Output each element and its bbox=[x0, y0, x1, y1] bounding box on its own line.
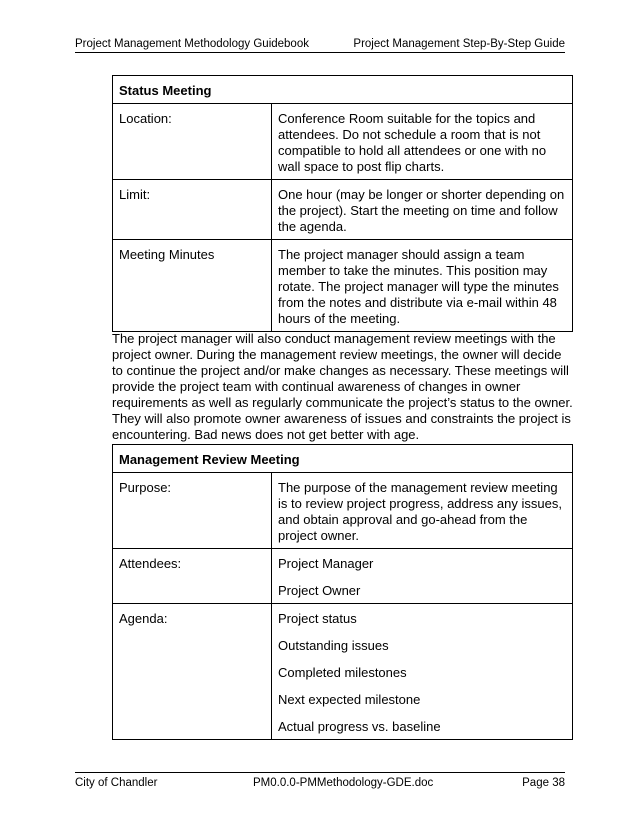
footer-left-text: City of Chandler bbox=[75, 777, 158, 789]
limit-value: One hour (may be longer or shorter depending on the project). Start the meeting on time and follow the agenda. bbox=[272, 180, 573, 240]
table-row bbox=[113, 473, 573, 549]
body-paragraph: The project manager will also conduct management review meetings with the project owner. During the management review meetings, the owner will decide to continue the project and/or make changes as necessary. These meetings will provide the project team with continual awareness of changes in owner requirements as well as regularly communicate the project’s status to the owner. They will also promote owner awareness of issues and constraints the project is encountering. Bad news does not get better with age. bbox=[112, 331, 573, 442]
purpose-label: Purpose: bbox=[113, 473, 272, 549]
management-review-title: Management Review Meeting bbox=[113, 445, 573, 473]
header-right-text: Project Management Step-By-Step Guide bbox=[353, 38, 565, 50]
management-review-table bbox=[112, 444, 573, 740]
table-row bbox=[113, 180, 573, 240]
list-item: Next expected milestone bbox=[278, 692, 421, 707]
header-left-text: Project Management Methodology Guidebook bbox=[75, 38, 309, 50]
attendees-label: Attendees: bbox=[113, 549, 272, 604]
list-item: Actual progress vs. baseline bbox=[278, 719, 441, 734]
agenda-label: Agenda: bbox=[113, 604, 272, 740]
table-row bbox=[113, 104, 573, 180]
location-label: Location: bbox=[113, 104, 272, 180]
page-header bbox=[75, 38, 565, 53]
footer-page-number: Page 38 bbox=[522, 777, 565, 789]
list-item: Project Manager bbox=[278, 556, 374, 571]
agenda-list bbox=[272, 604, 573, 740]
table-row bbox=[113, 604, 573, 740]
list-item: Project status bbox=[278, 611, 357, 626]
status-meeting-table bbox=[112, 75, 573, 332]
list-item: Outstanding issues bbox=[278, 638, 389, 653]
status-meeting-title: Status Meeting bbox=[113, 76, 573, 104]
list-item: Completed milestones bbox=[278, 665, 407, 680]
table-row bbox=[113, 549, 573, 604]
location-value: Conference Room suitable for the topics and attendees. Do not schedule a room that is not compatible to hold all attendees or one with no wall space to post flip charts. bbox=[272, 104, 573, 180]
page-footer bbox=[75, 772, 565, 791]
purpose-value: The purpose of the management review meeting is to review project progress, address any issues, and obtain approval and go-ahead from the project owner. bbox=[272, 473, 573, 549]
limit-label: Limit: bbox=[113, 180, 272, 240]
attendees-list bbox=[272, 549, 573, 604]
meeting-minutes-value: The project manager should assign a team member to take the minutes. This position may rotate. The project manager will type the minutes from the notes and distribute via e-mail within 48 hours of the meeting. bbox=[272, 240, 573, 332]
table-row bbox=[113, 240, 573, 332]
list-item: Project Owner bbox=[278, 583, 361, 598]
meeting-minutes-label: Meeting Minutes bbox=[113, 240, 272, 332]
footer-filename: PM0.0.0-PMMethodology-GDE.doc bbox=[253, 777, 434, 789]
